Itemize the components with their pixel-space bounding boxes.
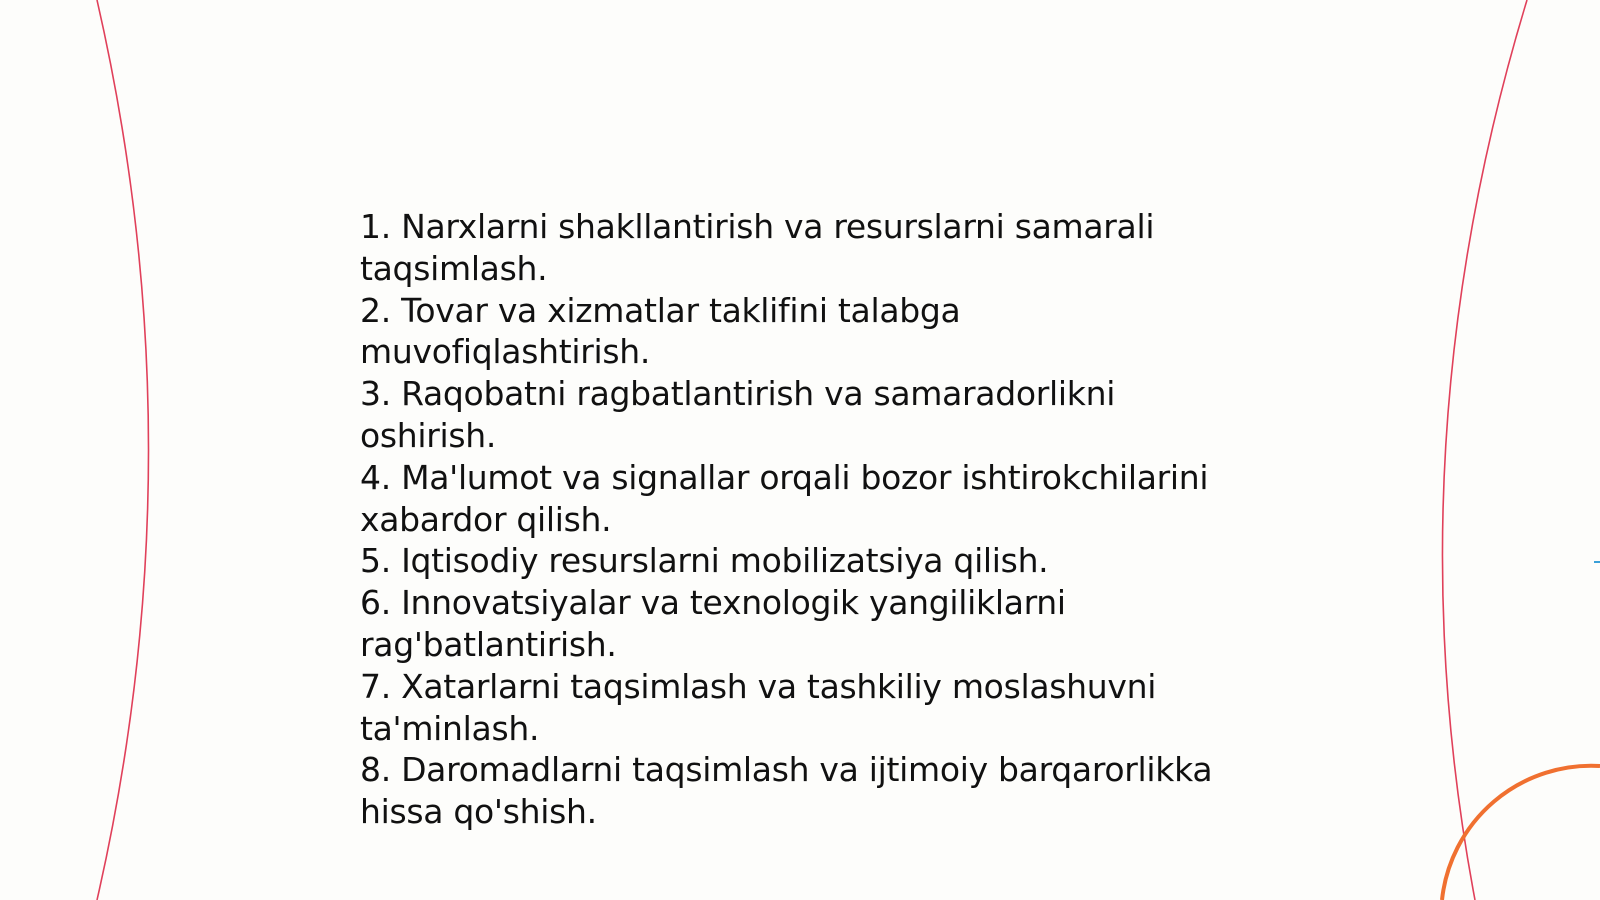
list-item: 1. Narxlarni shakllantirish va resurslarni samarali taqsimlash. bbox=[360, 207, 1155, 288]
right-arc-line bbox=[1442, 0, 1527, 900]
list-item: 7. Xatarlarni taqsimlash va tashkiliy moslashuvni ta'minlash. bbox=[360, 666, 1157, 748]
orange-accent-arc bbox=[1442, 766, 1600, 900]
numbered-list bbox=[360, 206, 1240, 833]
list-item: 3. Raqobatni ragbatlantirish va samaradorlikni oshirish. bbox=[360, 374, 1116, 455]
list-item: 5. Iqtisodiy resurslarni mobilizatsiya qilish. bbox=[360, 541, 1049, 581]
list-item: 4. Ma'lumot va signallar orqali bozor ishtirokchilarini xabardor qilish. bbox=[360, 457, 1209, 539]
list-item: 6. Innovatsiyalar va texnologik yangiliklarni rag'batlantirish. bbox=[360, 583, 1066, 664]
list-item: 8. Daromadlarni taqsimlash va ijtimoiy barqarorlikka hissa qo'shish. bbox=[360, 750, 1213, 832]
list-item: 2. Tovar va xizmatlar taklifini talabga muvofiqlashtirish. bbox=[360, 290, 961, 372]
left-arc-line bbox=[97, 0, 149, 900]
